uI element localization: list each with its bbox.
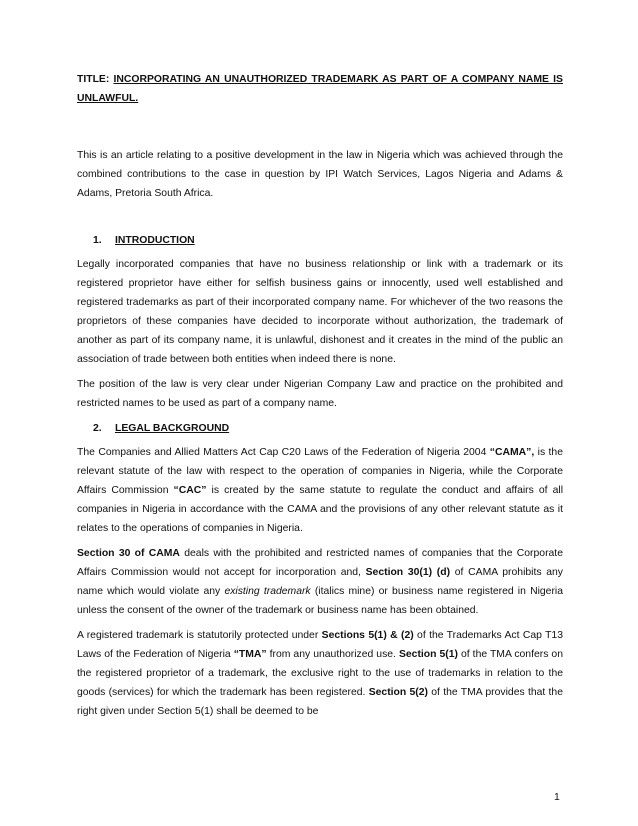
intro-paragraph: This is an article relating to a positive development in the law in Nigeria which was achieved through the combined contributions to the case in question by IPI Watch Services, Lagos Nigeria and Adams & Adams, Pretoria South Africa.	[77, 150, 563, 199]
text-run: deals with the prohibited and restricted names of companies that the Corporate Affairs Commission would not accept for incorporation and,	[77, 548, 563, 578]
paragraph-tma	[77, 626, 563, 721]
bold-term: Section 5(2)	[368, 687, 428, 698]
title-prefix: TITLE:	[77, 74, 114, 85]
section-heading-text: LEGAL BACKGROUND	[115, 423, 230, 434]
title-text: INCORPORATING AN UNAUTHORIZED TRADEMARK AS PART OF A COMPANY NAME IS UNLAWFUL.	[77, 74, 563, 104]
paragraph: The position of the law is very clear under Nigerian Company Law and practice on the prohibited and restricted names to be used as part of a company name.	[77, 379, 563, 409]
text-run: The Companies and Allied Matters Act Cap C20 Laws of the Federation of Nigeria 2004	[77, 447, 490, 458]
spacer	[77, 203, 563, 231]
text-run: of the TMA confers on the registered proprietor of a trademark, the exclusive right to the use of trademarks in relation to the goods (services) for which the trademark has been registered.	[77, 649, 563, 698]
bold-term: Section 5(1)	[398, 649, 458, 660]
spacer	[77, 108, 563, 146]
text-run: of CAMA prohibits any name which would violate any	[77, 567, 564, 597]
text-run: from any unauthorized use.	[266, 649, 399, 660]
text-run: is the relevant statute of the law with respect to the operation of companies in Nigeria, while the Corporate Affairs Commission	[77, 447, 563, 496]
document-body	[77, 70, 563, 727]
bold-term: “CAMA”,	[489, 447, 535, 458]
bold-term: Sections 5(1) & (2)	[321, 630, 414, 641]
bold-term: Section 30(1) (d)	[365, 567, 451, 578]
paragraph: Legally incorporated companies that have no business relationship or link with a trademark or its registered proprietor have either for selfish business gains or innocently, used well established and registered trademarks as part of their incorporated company name. For whichever of the two reasons the proprietors of these companies have decided to incorporate without authorization, the trademark of another as part of its company name, it is unlawful, dishonest and it creates in the mind of the public an association of trade between both entities when indeed there is none.	[77, 259, 563, 365]
section-heading-introduction	[93, 231, 563, 250]
bold-term: Section 30 of CAMA	[77, 548, 180, 559]
section-number: 2.	[93, 423, 102, 434]
text-run: (italics mine) or business name registered in Nigeria unless the consent of the owner of the trademark or business name has been obtained.	[77, 586, 564, 616]
text-run: of the TMA provides that the right given under Section 5(1) shall be deemed to be	[77, 687, 563, 717]
text-run: is created by the same statute to regulate the conduct and affairs of all companies in Nigeria in accordance with the CAMA and the provisions of any other relevant statute as it relates to the operations of companies in Nigeria.	[77, 485, 563, 534]
page-number: 1	[554, 792, 560, 803]
text-run: A registered trademark is statutorily protected under	[77, 630, 322, 641]
section-heading-legal-background	[93, 419, 563, 438]
bold-term: “TMA”	[233, 649, 267, 660]
document-title	[77, 70, 563, 108]
paragraph-cama	[77, 443, 563, 538]
italic-term: existing trademark	[224, 586, 311, 597]
section-heading-text: INTRODUCTION	[115, 235, 195, 246]
paragraph-section-30	[77, 544, 563, 620]
bold-term: “CAC”	[173, 485, 207, 496]
text-run: of the Trademarks Act Cap T13 Laws of the Federation of Nigeria	[77, 630, 563, 660]
section-number: 1.	[93, 235, 102, 246]
